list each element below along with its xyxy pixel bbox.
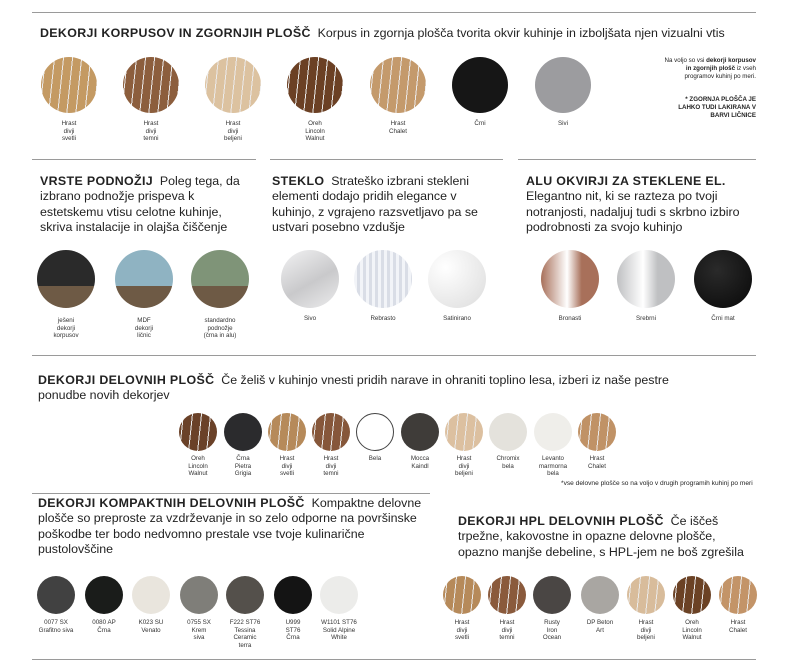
swatch-delovne-3 (268, 413, 306, 451)
swatch-hpl-4 (581, 576, 619, 614)
section-steklo-desc: Strateško izbrani stekleni elementi dodajo pridih elegance v kuhinjo, z vgrajeno razsvetljavo pa se ustvari posebno vzdušje (272, 174, 478, 235)
section-hpl-title: DEKORJI HPL DELOVNIH PLOŠČ (458, 514, 664, 528)
swatch-label-delovne-9: Levanto marmorna bela (538, 455, 568, 478)
swatch-hpl-3 (533, 576, 571, 614)
section-korpus-note-2: * ZGORNJA PLOŠČA JE LAHKO TUDI LAKIRANA V BARVI LIČNICE (678, 96, 756, 119)
note-text-end: iz vseh programov kuhinj po meri. (684, 64, 756, 80)
section-kompaktne-title: DEKORJI KOMPAKTNIH DELOVNIH PLOŠČ (38, 496, 305, 510)
swatch-korpus-3 (205, 57, 261, 113)
swatch-hpl-1 (443, 576, 481, 614)
swatch-delovne-2 (224, 413, 262, 451)
swatch-kompaktne-6 (274, 576, 312, 614)
swatch-label-hpl-1: Hrast divji svetli (454, 619, 470, 642)
swatch-delovne-4 (312, 413, 350, 451)
swatch-hpl-7 (719, 576, 757, 614)
divider-row2-b (270, 159, 503, 160)
swatch-korpus-2 (123, 57, 179, 113)
section-podnozje-header (40, 174, 252, 236)
note-text: Na voljo so vsi (664, 57, 707, 64)
swatch-delovne-1 (179, 413, 217, 451)
swatch-label-alu-1: Bronasti (558, 315, 582, 322)
swatch-steklo-2 (354, 250, 412, 308)
swatch-delovne-8 (489, 413, 527, 451)
swatch-steklo-1 (281, 250, 339, 308)
swatch-label-kompaktne-6: U999 ST76 Črna (285, 619, 301, 642)
swatch-hpl-2 (488, 576, 526, 614)
swatch-label-hpl-2: Hrast divji temni (499, 619, 515, 642)
section-kompaktne-header (38, 496, 432, 558)
swatch-label-delovne-1: Oreh Lincoln Walnut (188, 455, 208, 478)
swatch-label-korpus-6: Črni (474, 120, 486, 127)
swatch-label-hpl-3: Rusty Iron Ocean (542, 619, 562, 642)
swatch-label-korpus-5: Hrast Chalet (389, 120, 407, 135)
swatch-label-steklo-3: Satinirano (443, 315, 471, 322)
swatch-label-alu-3: Črni mat (711, 315, 735, 322)
swatch-alu-1 (541, 250, 599, 308)
swatch-korpus-5 (370, 57, 426, 113)
section-korpus-header (40, 26, 760, 41)
note-bold-text: dekorji korpusov in zgornjih plošč (685, 57, 756, 72)
swatch-label-korpus-1: Hrast divji svetli (61, 120, 77, 143)
swatch-label-korpus-2: Hrast divji temni (143, 120, 159, 143)
divider-bottom (32, 659, 756, 660)
divider-row3 (32, 355, 756, 356)
swatch-alu-2 (617, 250, 675, 308)
section-alu-header (526, 174, 758, 236)
swatch-korpus-4 (287, 57, 343, 113)
swatch-label-kompaktne-7: W1101 ST76 Solid Alpine White (321, 619, 357, 642)
swatch-kompaktne-7 (320, 576, 358, 614)
swatch-label-kompaktne-2: 0080 AP Črna (92, 619, 116, 634)
swatch-label-podnozje-3: standardno podnožje (črna in alu) (203, 317, 237, 340)
section-korpus-title: DEKORJI KORPUSOV IN ZGORNJIH PLOŠČ (40, 26, 311, 40)
section-alu-desc: Elegantno nit, ki se razteza po tvoji notranjosti, nadaljuj tudi s skrbno izbiro podrobnosti za svojo kuhinjo (526, 189, 740, 235)
swatch-delovne-5 (356, 413, 394, 451)
swatch-delovne-7 (445, 413, 483, 451)
swatch-label-kompaktne-3: K023 SU Venato (138, 619, 164, 634)
swatch-steklo-3 (428, 250, 486, 308)
swatch-korpus-7 (535, 57, 591, 113)
section-korpus-note (660, 57, 756, 80)
section-korpus-desc: Korpus in zgornja plošča tvorita okvir kuhinje in izboljšata njen vizualni vtis (317, 26, 725, 40)
swatch-label-steklo-2: Rebrasto (370, 315, 396, 322)
section-delovne-desc: Če želiš v kuhinjo vnesti pridih narave in ohraniti toplino lesa, izberi iz naše pestre ponudbe novih dekorjev (38, 373, 669, 403)
swatch-label-kompaktne-5: F222 ST76 Tessina Ceramic terra (229, 619, 261, 649)
section-delovne-footnote: *vse delovne plošče so na voljo v drugih programih kuhinj po meri (561, 480, 753, 487)
swatch-label-kompaktne-1: 0077 SX Grafitno siva (38, 619, 74, 634)
swatch-podnozje-2 (115, 250, 173, 308)
swatch-label-delovne-5: Bela (368, 455, 382, 462)
swatch-label-korpus-3: Hrast divji beljeni (224, 120, 242, 143)
section-steklo-title: STEKLO (272, 174, 325, 188)
divider-row4 (32, 493, 430, 494)
swatch-label-alu-2: Srebrni (636, 315, 656, 322)
swatch-label-delovne-10: Hrast Chalet (588, 455, 606, 470)
divider-row2-a (32, 159, 256, 160)
swatch-label-delovne-2: Črna Pietra Grigia (234, 455, 252, 478)
swatch-label-podnozje-1: ješeni dekorji korpusov (53, 317, 79, 340)
swatch-kompaktne-4 (180, 576, 218, 614)
swatch-korpus-1 (41, 57, 97, 113)
swatch-label-delovne-6: Mocca Kaindl (410, 455, 430, 470)
swatch-label-delovne-3: Hrast divji svetli (279, 455, 295, 478)
section-hpl-desc: Če iščeš trpežne, kakovostne in opazne delovne plošče, opazno manjše debeline, s HPL-jem ne boš zgrešila (458, 514, 744, 559)
swatch-kompaktne-1 (37, 576, 75, 614)
swatch-delovne-9 (534, 413, 572, 451)
swatch-kompaktne-2 (85, 576, 123, 614)
section-steklo-header (272, 174, 484, 236)
swatch-label-hpl-4: DP Beton Art (586, 619, 614, 634)
section-podnozje-desc: Poleg tega, da izbrano podnožje prispeva k estetskemu vtisu celotne kuhinje, skriva instalacije in olajša čiščenje (40, 174, 240, 235)
swatch-podnozje-3 (191, 250, 249, 308)
section-delovne-header (38, 373, 678, 404)
swatch-hpl-6 (673, 576, 711, 614)
section-alu-title: ALU OKVIRJI ZA STEKLENE EL. (526, 174, 726, 188)
section-podnozje-title: VRSTE PODNOŽIJ (40, 174, 153, 188)
section-kompaktne-desc: Kompaktne delovne plošče so preproste za vzdrževanje in so zelo odporne na površinske poškodbe ter bodo nedvomno prestale vse tvoje kulinarične pustolovščine (38, 496, 422, 557)
swatch-label-delovne-7: Hrast divji beljeni (455, 455, 473, 478)
swatch-podnozje-1 (37, 250, 95, 308)
swatch-label-hpl-7: Hrast Chalet (729, 619, 747, 634)
swatch-label-korpus-7: Sivi (558, 120, 568, 127)
swatch-label-steklo-1: Sivo (303, 315, 317, 322)
swatch-label-delovne-8: Chromix bela (496, 455, 520, 470)
swatch-delovne-6 (401, 413, 439, 451)
swatch-label-hpl-6: Oreh Lincoln Walnut (682, 619, 702, 642)
swatch-hpl-5 (627, 576, 665, 614)
swatch-label-hpl-5: Hrast divji beljeni (637, 619, 655, 642)
swatch-korpus-6 (452, 57, 508, 113)
swatch-label-delovne-4: Hrast divji temni (323, 455, 339, 478)
swatch-kompaktne-5 (226, 576, 264, 614)
swatch-delovne-10 (578, 413, 616, 451)
swatch-kompaktne-3 (132, 576, 170, 614)
swatch-label-podnozje-2: MDF dekorji ličnic (134, 317, 154, 340)
swatch-label-korpus-4: Oreh Lincoln Walnut (305, 120, 325, 143)
section-hpl-header (458, 514, 758, 560)
swatch-label-kompaktne-4: 0755 SX Krem siva (187, 619, 211, 642)
divider-top (32, 12, 756, 13)
section-delovne-title: DEKORJI DELOVNIH PLOŠČ (38, 373, 215, 387)
divider-row2-c (518, 159, 756, 160)
swatch-alu-3 (694, 250, 752, 308)
